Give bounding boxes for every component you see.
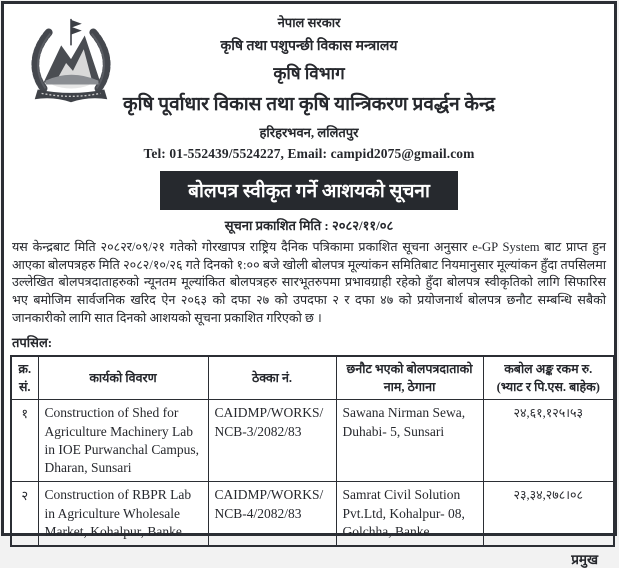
contract-line2: NCB-4/2082/83 <box>214 505 302 521</box>
cell-sn: १ <box>11 400 38 482</box>
contract-line1: CAIDMP/WORKS/ <box>214 487 324 503</box>
contract-line2: NCB-3/2082/83 <box>214 423 302 439</box>
nepal-emblem-icon <box>22 15 120 111</box>
government-name: नेपाल सरकार <box>277 15 341 30</box>
office-name: कृषि पूर्वाधार विकास तथा कृषि यान्त्रिकरण प्रवर्द्धन केन्द्र <box>123 94 495 115</box>
letterhead <box>10 13 608 162</box>
cell-work: Construction of RBPR Lab in Agriculture Wholesale Market, Kohalpur, Banke <box>38 482 208 546</box>
table-header-row <box>11 356 614 400</box>
published-date: सूचना प्रकाशित मिति : २०८२/११/०८ <box>224 218 394 233</box>
contract-line1: CAIDMP/WORKS/ <box>214 405 324 421</box>
schedule-label: तपसिल: <box>12 335 53 351</box>
cell-amount: २३,३४,२७८।०८ <box>483 482 614 546</box>
contact-line: Tel: 01-552439/5524227, Email: campid2075@gmail.com <box>143 146 475 161</box>
header-bidder <box>336 356 483 400</box>
office-address: हरिहरभवन, ललितपुर <box>259 125 359 140</box>
cell-contract <box>208 482 336 546</box>
notice-title: बोलपत्र स्वीकृत गर्ने आशयको सूचना <box>160 171 458 210</box>
signature-title: प्रमुख <box>571 552 598 568</box>
notice-body: यस केन्द्रबाट मिति २०८२र/०९/२१ गतेको गोरखापत्र राष्ट्रिय दैनिक पत्रिकामा प्रकाशित सूचना अनुसार e-GP System बाट प्राप्त हुन आएका बोलपत्रहरु मिति २०८२/१०/२६ गते दिनको १:०० बजे खोली बोलपत्र मूल्यांकन समितिबाट नियमानुसार मूल्यांकन हुँदा तपसिलमा उल्लेखित बोलपत्रदाताहरुको न्यूनतम मूल्यांकित बोलपत्रहरु सारभूतरुपमा प्रभावग्राही रहेको हुँदा बोलपत्र स्वीकृतिको लागि सिफारिस भए बमोजिम सार्वजनिक खरिद ऐन २०६३ को दफा २७ को उपदफा २ र दफा ४७ को प्रयोजनार्थ बोलपत्र छनौट सम्बन्धि सबैको जानकारीको लागि सात दिनको आशयको सूचना प्रकाशित गरिएको छ । <box>12 240 606 325</box>
cell-sn: २ <box>11 482 38 546</box>
cell-bidder: Sawana Nirman Sewa, Duhabi- 5, Sunsari <box>336 400 483 482</box>
header-sn-line1: क्र. <box>18 362 32 377</box>
header-bidder-line2: नाम, ठेगाना <box>383 380 436 395</box>
header-amount-line2: (भ्याट र पि.एस. बाहेक) <box>496 380 600 395</box>
cell-contract <box>208 400 336 482</box>
notice-sheet <box>1 1 617 568</box>
header-work: कार्यको विवरण <box>38 356 208 400</box>
ministry-name: कृषि तथा पशुपन्छी विकास मन्त्रालय <box>220 39 398 54</box>
header-contract: ठेक्का नं. <box>208 356 336 400</box>
header-amount <box>483 356 614 400</box>
header-amount-line1: कबोल अङ्क रकम रु. <box>504 362 593 377</box>
cell-bidder: Samrat Civil Solution Pvt.Ltd, Kohalpur- 08, Golchha, Banke <box>336 482 483 546</box>
header-bidder-line1: छनौट भएको बोलपत्रदाताको <box>346 362 473 377</box>
bid-table <box>10 355 615 547</box>
header-sn-line2: सं. <box>18 380 31 395</box>
cell-work: Construction of Shed for Agriculture Machinery Lab in IOE Purwanchal Campus, Dharan, Sunsari <box>38 400 208 482</box>
table-row <box>11 400 614 482</box>
cell-amount: २४,६१,१२५।५३ <box>483 400 614 482</box>
header-sn <box>11 356 38 400</box>
department-name: कृषि विभाग <box>273 64 345 83</box>
table-row <box>11 482 614 546</box>
